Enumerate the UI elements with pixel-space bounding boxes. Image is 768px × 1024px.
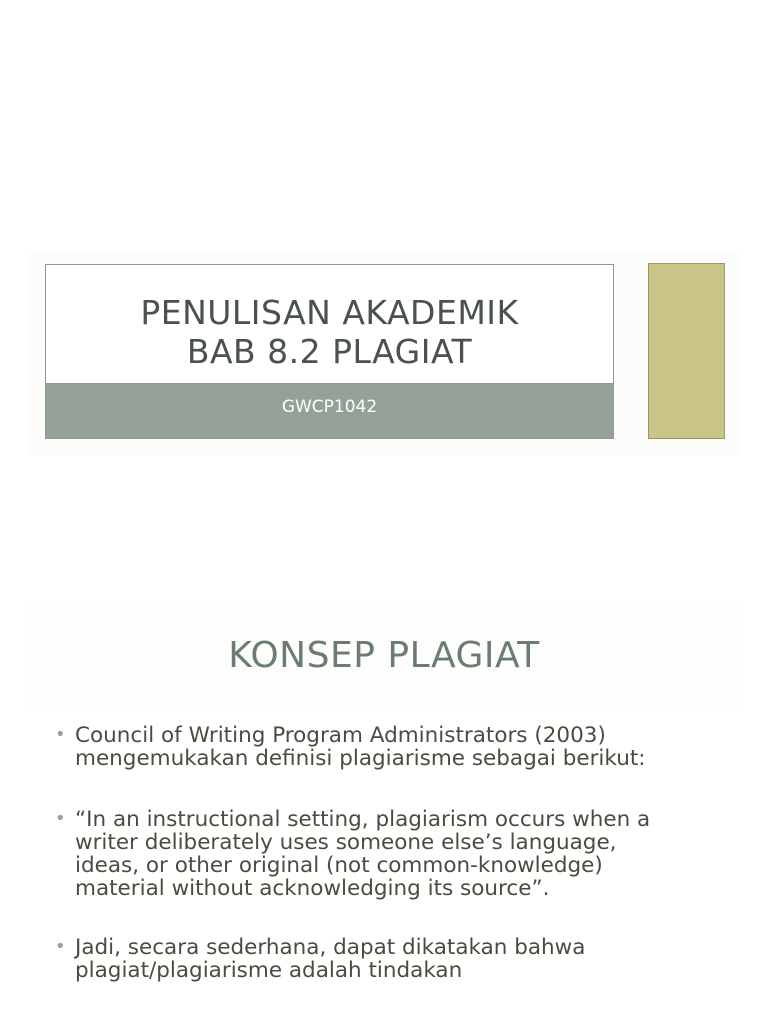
bullet-line: Council of Writing Program Administrators (2003): [75, 723, 606, 748]
bullet-icon: •: [55, 724, 66, 745]
bullet-item: [55, 936, 735, 982]
bullet-line: plagiat/plagiarisme adalah tindakan: [75, 958, 463, 983]
accent-block: [648, 263, 725, 439]
bullet-line: Jadi, secara sederhana, dapat dikatakan bahwa: [75, 935, 586, 960]
title-line-1: PENULISAN AKADEMIK: [140, 293, 519, 332]
bullet-line: ideas, or other original (not common-knowledge): [75, 853, 603, 878]
title-box: [45, 264, 614, 439]
bullet-item: [55, 724, 735, 770]
subtitle-band: [46, 383, 613, 438]
course-code: GWCP1042: [281, 397, 378, 417]
slide-heading: KONSEP PLAGIAT: [228, 635, 540, 676]
bullet-item: [55, 808, 735, 900]
bullet-line: writer deliberately uses someone else’s language,: [75, 830, 617, 855]
title-line-2: BAB 8.2 PLAGIAT: [186, 332, 473, 371]
slide-title: [46, 293, 613, 371]
bullet-icon: •: [55, 936, 66, 957]
bullet-icon: •: [55, 808, 66, 829]
content-slide-header: [25, 600, 743, 710]
bullet-line: “In an instructional setting, plagiarism occurs when a: [75, 807, 651, 832]
bullet-line: mengemukakan definisi plagiarisme sebagai berikut:: [75, 746, 646, 771]
bullet-line: material without acknowledging its source”.: [75, 876, 550, 901]
